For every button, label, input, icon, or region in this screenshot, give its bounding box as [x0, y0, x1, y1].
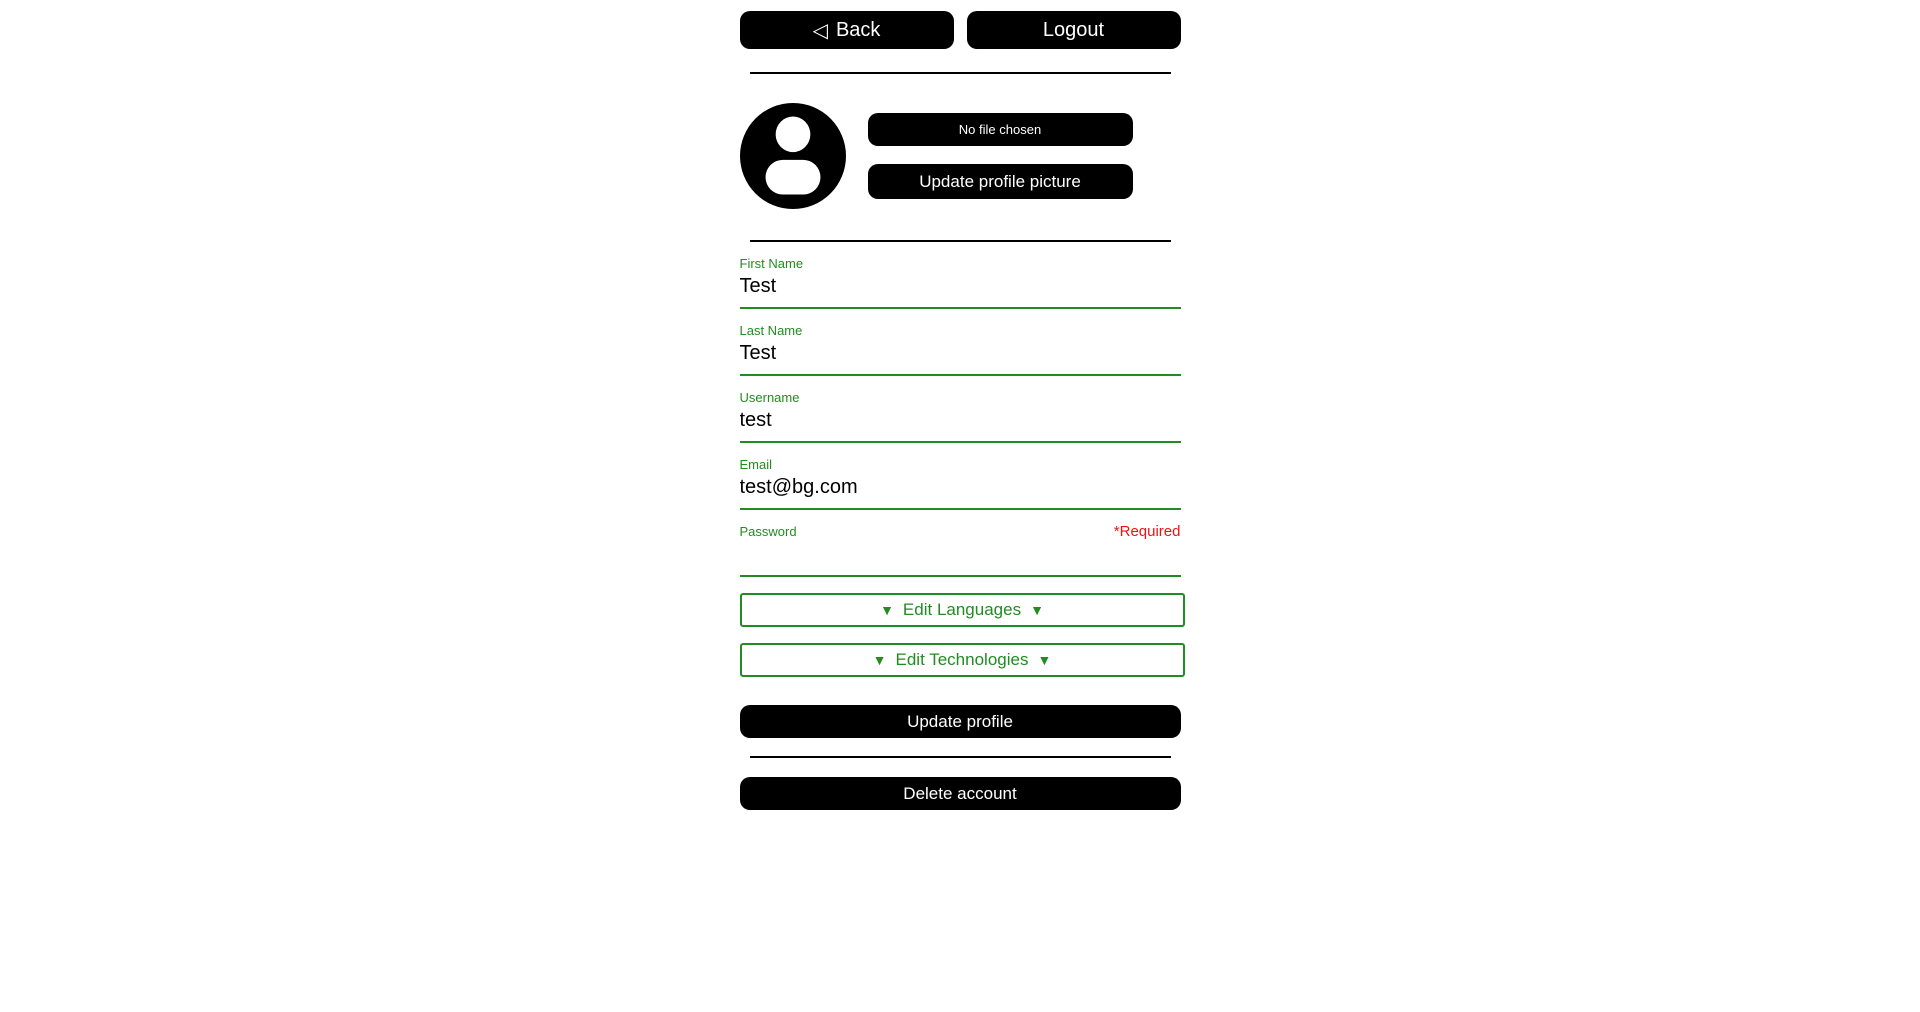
first-name-field[interactable] — [740, 272, 1181, 309]
first-name-label: First Name — [739, 256, 804, 271]
divider — [750, 240, 1171, 242]
password-field[interactable] — [740, 540, 1181, 577]
user-avatar-icon — [740, 103, 846, 209]
field-last-name — [740, 323, 1181, 376]
logout-button-label: Logout — [1042, 18, 1105, 41]
edit-languages-toggle[interactable] — [740, 593, 1185, 627]
back-button-label: Back — [835, 18, 881, 41]
chevron-down-icon: ▼ — [872, 652, 887, 668]
back-arrow-icon: ◁ — [812, 19, 828, 42]
email-label: Email — [739, 457, 773, 472]
last-name-label: Last Name — [739, 323, 803, 338]
back-button[interactable] — [740, 11, 954, 49]
picture-buttons-column — [868, 113, 1133, 199]
required-badge: *Required — [1113, 523, 1181, 540]
delete-account-button[interactable] — [740, 777, 1181, 810]
edit-languages-label: Edit Languages — [902, 600, 1022, 619]
chevron-down-icon: ▼ — [1037, 652, 1052, 668]
field-username — [740, 390, 1181, 443]
update-picture-label: Update profile picture — [919, 171, 1081, 191]
edit-technologies-label: Edit Technologies — [895, 650, 1029, 669]
choose-file-button[interactable] — [868, 113, 1133, 146]
field-password — [740, 524, 1181, 577]
choose-file-label: No file chosen — [958, 122, 1042, 137]
divider — [750, 756, 1171, 758]
update-picture-button[interactable] — [868, 164, 1133, 199]
chevron-down-icon: ▼ — [880, 602, 894, 618]
username-label: Username — [739, 390, 800, 405]
password-label: Password — [739, 524, 797, 539]
email-field[interactable] — [740, 473, 1181, 510]
username-field[interactable] — [740, 406, 1181, 443]
update-profile-label: Update profile — [907, 711, 1013, 731]
field-email — [740, 457, 1181, 510]
divider — [750, 72, 1171, 74]
chevron-down-icon: ▼ — [1030, 602, 1044, 618]
field-first-name — [740, 256, 1181, 309]
profile-page — [740, 0, 1181, 810]
profile-picture-section — [740, 103, 1181, 209]
logout-button[interactable] — [967, 11, 1181, 49]
top-button-row — [740, 11, 1181, 49]
last-name-field[interactable] — [740, 339, 1181, 376]
edit-technologies-toggle[interactable] — [740, 643, 1185, 677]
delete-account-label: Delete account — [903, 783, 1017, 803]
update-profile-button[interactable] — [740, 705, 1181, 738]
